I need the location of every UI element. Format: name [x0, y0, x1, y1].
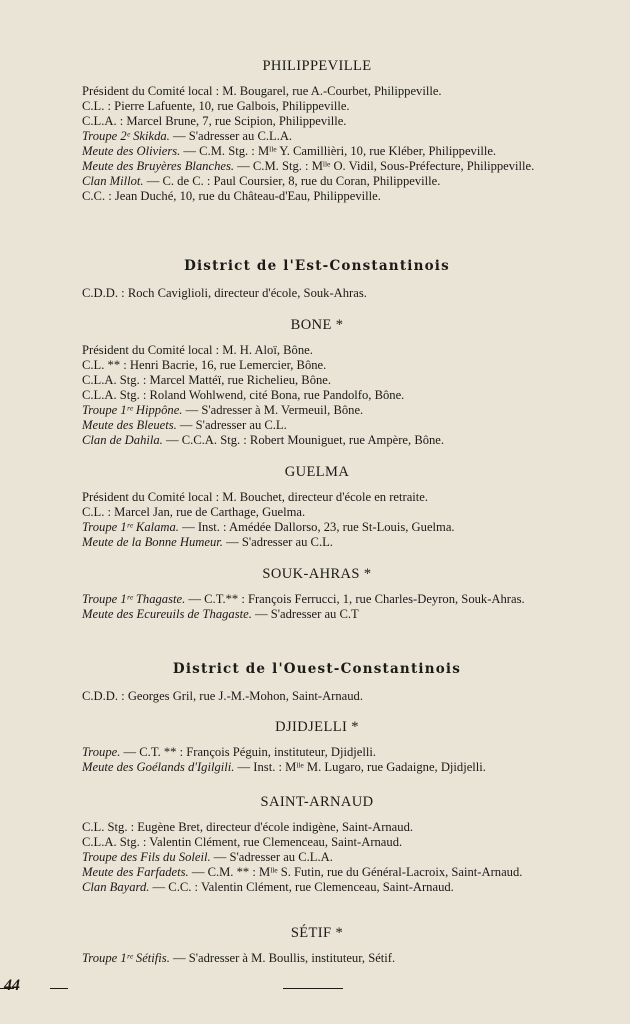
directory-entry: [82, 388, 552, 403]
town-heading: SÉTIF *: [290, 925, 344, 941]
entry-details: — S'adresser à M. Vermeuil, Bône.: [182, 403, 364, 417]
directory-entry: [82, 850, 552, 865]
entry-unit-name: Clan Bayard.: [82, 880, 150, 894]
entry-list: [82, 951, 552, 966]
entry-unit-name: Clan Millot.: [82, 174, 144, 188]
directory-entry: [82, 286, 552, 301]
town-heading: GUELMA: [284, 464, 350, 480]
section-block: [82, 660, 552, 704]
entry-list: [82, 490, 552, 550]
entry-unit-name: Clan de Dahila.: [82, 433, 163, 447]
directory-entry: [82, 403, 552, 418]
entry-details: — S'adresser au C.L.A.: [210, 850, 333, 864]
entry-list: [82, 286, 552, 301]
entry-details: C.L. : Marcel Jan, rue de Carthage, Guelma.: [82, 505, 306, 519]
directory-entry: [82, 689, 552, 704]
directory-entry: [82, 144, 552, 159]
directory-entry: [82, 129, 552, 144]
directory-entry: [82, 358, 552, 373]
entry-details: — S'adresser au C.L.A.: [169, 129, 293, 143]
entry-list: [82, 745, 552, 775]
directory-entry: [82, 418, 552, 433]
entry-list: [82, 592, 552, 622]
entry-details: Président du Comité local : M. H. Aloï, Bône.: [82, 343, 313, 357]
entry-details: — Inst. : Amédée Dallorso, 23, rue St-Louis, Guelma.: [178, 520, 455, 534]
section-block: [82, 718, 552, 775]
entry-unit-name: Meute des Oliviers.: [82, 144, 181, 158]
directory-entry: [82, 114, 552, 129]
directory-entry: [82, 174, 552, 189]
directory-entry: [82, 433, 552, 448]
entry-details: — C.T. ** : François Péguin, instituteur, Djidjelli.: [120, 745, 377, 759]
section-block: [82, 257, 552, 301]
entry-unit-name: Troupe.: [82, 745, 121, 759]
section-block: [82, 565, 552, 622]
entry-unit-name: Troupe 1ʳᵉ Kalama.: [82, 520, 179, 534]
directory-entry: [82, 880, 552, 895]
directory-entry: [82, 535, 552, 550]
directory-entry: [82, 490, 552, 505]
directory-entry: [82, 820, 552, 835]
entry-details: — S'adresser au C.L.: [222, 535, 333, 549]
entry-details: C.D.D. : Roch Caviglioli, directeur d'école, Souk-Ahras.: [82, 286, 367, 300]
entry-list: [82, 820, 552, 895]
entry-details: Président du Comité local : M. Bouchet, directeur d'école en retraite.: [82, 490, 429, 504]
entry-unit-name: Meute des Farfadets.: [82, 865, 189, 879]
entry-details: C.L.A. Stg. : Valentin Clément, rue Clemenceau, Saint-Arnaud.: [82, 835, 403, 849]
entry-list: [82, 343, 552, 448]
entry-list: [82, 84, 552, 204]
town-heading: DJIDJELLI *: [275, 719, 359, 735]
entry-unit-name: Meute des Goélands d'Igilgili.: [82, 760, 235, 774]
entry-unit-name: Troupe des Fils du Soleil.: [82, 850, 211, 864]
directory-entry: [82, 607, 552, 622]
entry-unit-name: Meute des Ecureuils de Thagaste.: [82, 607, 252, 621]
entry-details: — C. de C. : Paul Coursier, 8, rue du Coran, Philippeville.: [143, 174, 441, 188]
entry-details: — C.M. Stg. : Mˡˡᵉ O. Vidil, Sous-Préfecture, Philippeville.: [234, 159, 535, 173]
entry-details: C.L.A. Stg. : Roland Wohlwend, cité Bona, rue Pandolfo, Bône.: [82, 388, 405, 402]
district-heading: District de l'Est-Constantinois: [184, 258, 450, 274]
town-heading: PHILIPPEVILLE: [262, 58, 372, 74]
page-number: 44: [4, 977, 20, 994]
entry-unit-name: Troupe 1ʳᵉ Thagaste.: [82, 592, 186, 606]
entry-details: C.C. : Jean Duché, 10, rue du Château-d'Eau, Philippeville.: [82, 189, 381, 203]
directory-entry: [82, 835, 552, 850]
town-heading: SOUK-AHRAS *: [262, 566, 372, 582]
entry-details: — S'adresser au C.L.: [176, 418, 287, 432]
directory-entry: [82, 189, 552, 204]
entry-unit-name: Troupe 2ᵉ Skikda.: [82, 129, 170, 143]
entry-details: Président du Comité local : M. Bougarel, rue A.-Courbet, Philippeville.: [82, 84, 442, 98]
section-block: [82, 316, 552, 448]
entry-details: — Inst. : Mˡˡᵉ M. Lugaro, rue Gadaigne, Djidjelli.: [234, 760, 486, 774]
entry-details: — C.M. Stg. : Mˡˡᵉ Y. Camillièri, 10, rue Kléber, Philippeville.: [180, 144, 497, 158]
directory-entry: [82, 745, 552, 760]
directory-entry: [82, 865, 552, 880]
entry-unit-name: Troupe 1ʳᵉ Hippône.: [82, 403, 183, 417]
section-block: [82, 793, 552, 895]
section-block: [82, 57, 552, 204]
entry-details: — C.C.A. Stg. : Robert Mouniguet, rue Ampère, Bône.: [162, 433, 445, 447]
directory-entry: [82, 373, 552, 388]
directory-entry: [82, 760, 552, 775]
entry-details: — S'adresser au C.T: [251, 607, 359, 621]
entry-details: — S'adresser à M. Boullis, instituteur, Sétif.: [169, 951, 396, 965]
entry-list: [82, 689, 552, 704]
directory-entry: [82, 343, 552, 358]
entry-details: C.L.A. : Marcel Brune, 7, rue Scipion, Philippeville.: [82, 114, 347, 128]
directory-entry: [82, 592, 552, 607]
footer-rule-left-2: [50, 988, 68, 989]
entry-details: — C.M. ** : Mˡˡᵉ S. Futin, rue du Général-Lacroix, Saint-Arnaud.: [188, 865, 523, 879]
directory-entry: [82, 159, 552, 174]
entry-details: C.D.D. : Georges Gril, rue J.-M.-Mohon, Saint-Arnaud.: [82, 689, 363, 703]
footer-rule-center: [283, 988, 343, 989]
entry-details: — C.C. : Valentin Clément, rue Clemenceau, Saint-Arnaud.: [149, 880, 454, 894]
section-block: [82, 463, 552, 550]
entry-unit-name: Troupe 1ʳᵉ Sétifis.: [82, 951, 170, 965]
town-heading: BONE *: [290, 317, 344, 333]
district-heading: District de l'Ouest-Constantinois: [172, 661, 462, 677]
entry-unit-name: Meute des Bleuets.: [82, 418, 177, 432]
directory-entry: [82, 99, 552, 114]
directory-entry: [82, 520, 552, 535]
town-heading: SAINT-ARNAUD: [260, 794, 374, 810]
entry-unit-name: Meute de la Bonne Humeur.: [82, 535, 223, 549]
entry-unit-name: Meute des Bruyères Blanches.: [82, 159, 235, 173]
entry-details: C.L. Stg. : Eugène Bret, directeur d'école indigène, Saint-Arnaud.: [82, 820, 414, 834]
directory-entry: [82, 84, 552, 99]
section-block: [82, 924, 552, 966]
entry-details: C.L. : Pierre Lafuente, 10, rue Galbois, Philippeville.: [82, 99, 350, 113]
directory-entry: [82, 951, 552, 966]
entry-details: C.L. ** : Henri Bacrie, 16, rue Lemercier, Bône.: [82, 358, 327, 372]
entry-details: C.L.A. Stg. : Marcel Mattéï, rue Richelieu, Bône.: [82, 373, 332, 387]
entry-details: — C.T.** : François Ferrucci, 1, rue Charles-Deyron, Souk-Ahras.: [185, 592, 525, 606]
directory-entry: [82, 505, 552, 520]
